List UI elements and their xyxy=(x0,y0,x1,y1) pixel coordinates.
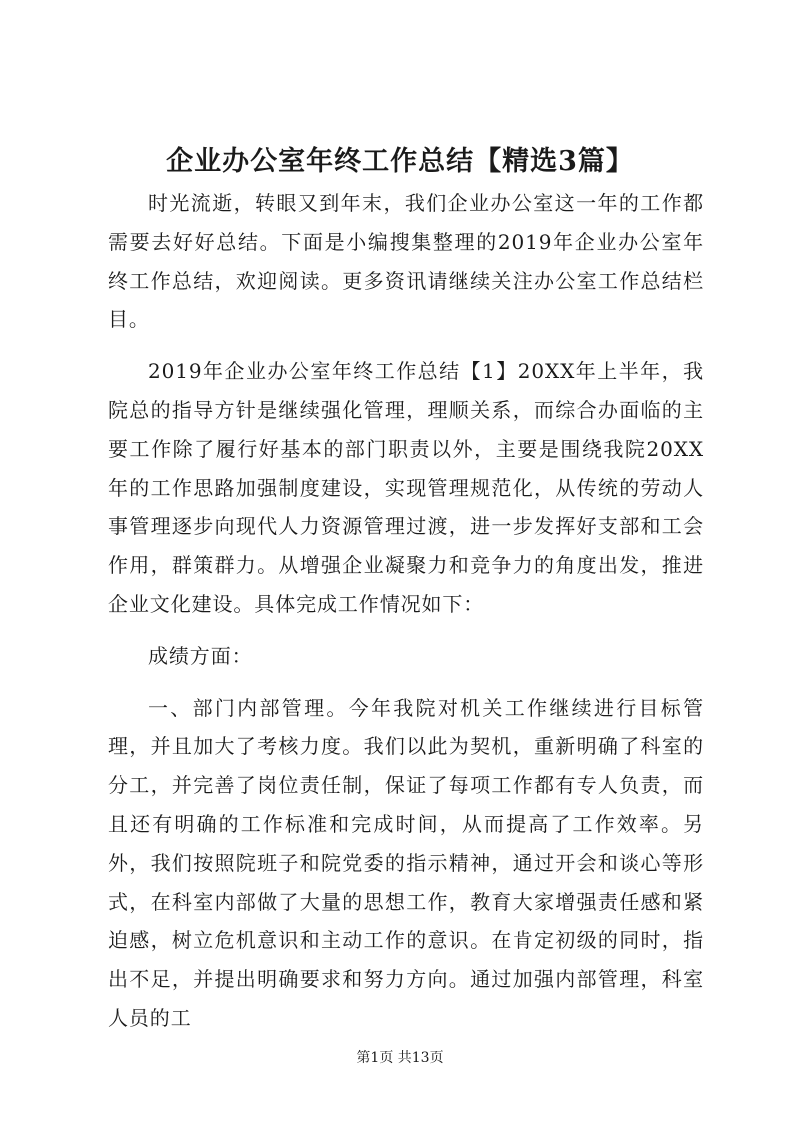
document-title: 企业办公室年终工作总结【精选3篇】 xyxy=(166,146,634,177)
paragraph-summary-1: 2019年企业办公室年终工作总结【1】20XX年上半年，我院总的指导方针是继续强化管理，理顺关系，而综合办面临的主要工作除了履行好基本的部门职责以外，主要是围绕我院20XX年的工作思路加强制度建设，实现管理规范化，从传统的劳动人事管理逐步向现代人力资源管理过渡，进一步发挥好支部和工会作用，群策群力。从增强企业凝聚力和竞争力的角度出发，推进企业文化建设。具体完成工作情况如下： xyxy=(108,359,704,616)
paragraph-intro: 时光流逝，转眼又到年末，我们企业办公室这一年的工作都需要去好好总结。下面是小编搜集整理的2019年企业办公室年终工作总结，欢迎阅读。更多资讯请继续关注办公室工作总结栏目。 xyxy=(108,191,704,332)
document-body xyxy=(108,184,704,1051)
paragraph-internal-management: 一、部门内部管理。今年我院对机关工作继续进行目标管理，并且加大了考核力度。我们以此为契机，重新明确了科室的分工，并完善了岗位责任制，保证了每项工作都有专人负责，而且还有明确的工作标准和完成时间，从而提高了工作效率。另外，我们按照院班子和院党委的指示精神，通过开会和谈心等形式，在科室内部做了大量的思想工作，教育大家增强责任感和紧迫感，树立危机意识和主动工作的意识。在肯定初级的同时，指出不足，并提出明确要求和努力方向。通过加强内部管理，科室人员的工 xyxy=(108,695,704,1030)
page-footer: 第1页 共13页 xyxy=(356,1050,444,1066)
paragraph-achievements-heading: 成绩方面： xyxy=(148,643,253,668)
